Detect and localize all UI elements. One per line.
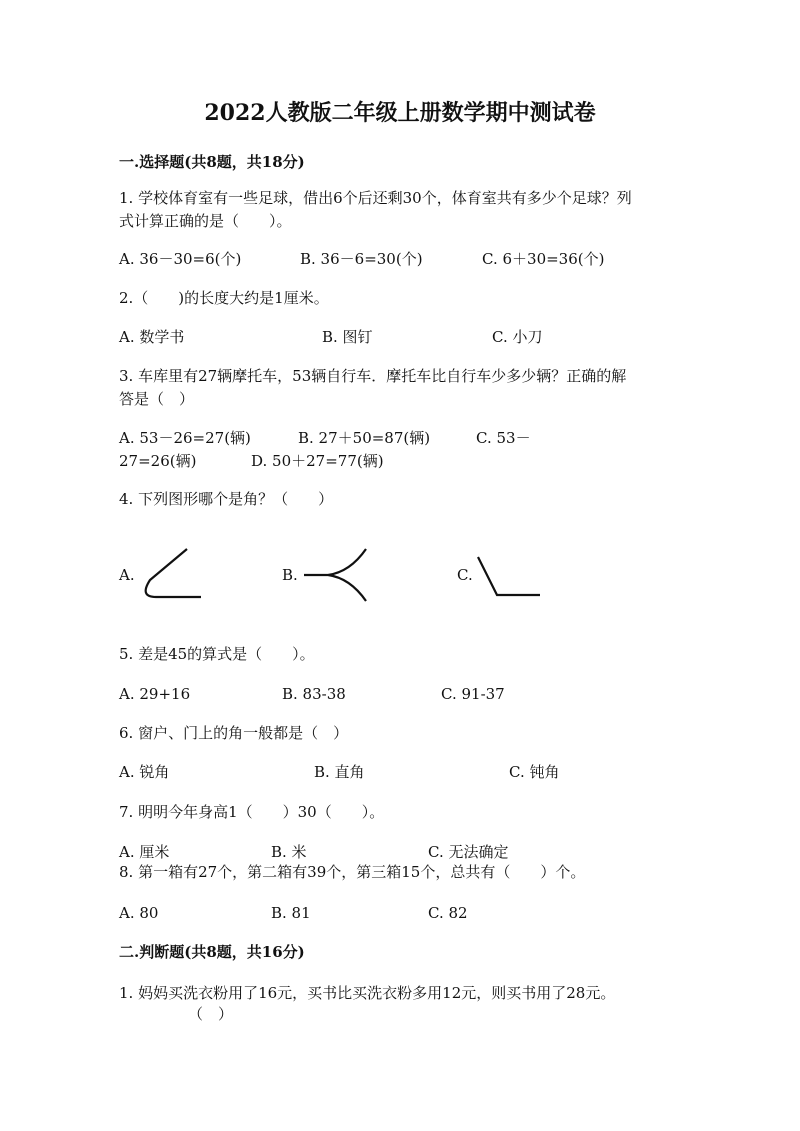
judge-question-1-stem: 1. 妈妈买洗衣粉用了16元，买书比买洗衣粉多用12元，则买书用了28元。 bbox=[119, 984, 616, 1002]
question-6-option-a: A. 锐角 bbox=[119, 763, 170, 781]
question-5-option-b: B. 83-38 bbox=[282, 685, 346, 703]
question-5-stem: 5. 差是45的算式是（ ）。 bbox=[119, 645, 315, 663]
question-5-option-c: C. 91-37 bbox=[441, 685, 505, 703]
question-2-option-a: A. 数学书 bbox=[119, 328, 185, 346]
question-6-stem: 6. 窗户、门上的角一般都是（ ） bbox=[119, 724, 349, 742]
question-6-option-c: C. 钝角 bbox=[509, 763, 560, 781]
question-1-option-a: A. 36－30=6(个) bbox=[119, 250, 242, 268]
question-7-option-a: A. 厘米 bbox=[119, 843, 170, 861]
judge-question-1-bracket: （ ） bbox=[188, 1005, 234, 1023]
question-4-option-c: C. bbox=[457, 566, 473, 584]
question-4-option-b: B. bbox=[282, 566, 298, 584]
question-8-option-b: B. 81 bbox=[271, 904, 311, 922]
question-3-option-c: C. 53－ bbox=[476, 429, 531, 447]
question-3-option-b: B. 27＋50=87(辆) bbox=[298, 429, 431, 447]
section-heading-choice: 一.选择题(共8题，共18分) bbox=[119, 153, 305, 171]
section-heading-judge: 二.判断题(共8题，共16分) bbox=[119, 943, 305, 961]
question-6-option-b: B. 直角 bbox=[314, 763, 365, 781]
question-1-stem-line-2: 式计算正确的是（ ）。 bbox=[119, 212, 292, 230]
question-8-option-a: A. 80 bbox=[119, 904, 159, 922]
question-2-option-b: B. 图钉 bbox=[322, 328, 373, 346]
question-2-option-c: C. 小刀 bbox=[492, 328, 543, 346]
question-2-stem: 2.（ )的长度大约是1厘米。 bbox=[119, 289, 329, 307]
question-7-stem: 7. 明明今年身高1（ ）30（ ）。 bbox=[119, 803, 385, 821]
question-5-option-a: A. 29+16 bbox=[119, 685, 191, 703]
question-3-stem-line-1: 3. 车库里有27辆摩托车，53辆自行车．摩托车比自行车少多少辆？正确的解 bbox=[119, 367, 627, 385]
question-7-option-c: C. 无法确定 bbox=[428, 843, 509, 861]
question-1-option-c: C. 6＋30=36(个) bbox=[482, 250, 605, 268]
question-8-option-c: C. 82 bbox=[428, 904, 468, 922]
question-1-option-b: B. 36－6=30(个) bbox=[300, 250, 423, 268]
question-3-option-a: A. 53－26=27(辆) bbox=[119, 429, 251, 447]
question-3-stem-line-2: 答是（ ） bbox=[119, 390, 195, 408]
question-7-option-b: B. 米 bbox=[271, 843, 307, 861]
page-title: 2022人教版二年级上册数学期中测试卷 bbox=[204, 100, 596, 126]
question-4-option-a: A. bbox=[119, 566, 135, 584]
question-4-stem: 4. 下列图形哪个是角？（ ） bbox=[119, 490, 334, 508]
question-3-option-c-cont: 27=26(辆) bbox=[119, 452, 197, 470]
question-8-stem: 8. 第一箱有27个，第二箱有39个，第三箱15个，总共有（ ）个。 bbox=[119, 863, 586, 881]
question-3-option-d: D. 50＋27=77(辆) bbox=[251, 452, 384, 470]
question-1-stem-line-1: 1. 学校体育室有一些足球，借出6个后还剩30个，体育室共有多少个足球？列 bbox=[119, 189, 632, 207]
